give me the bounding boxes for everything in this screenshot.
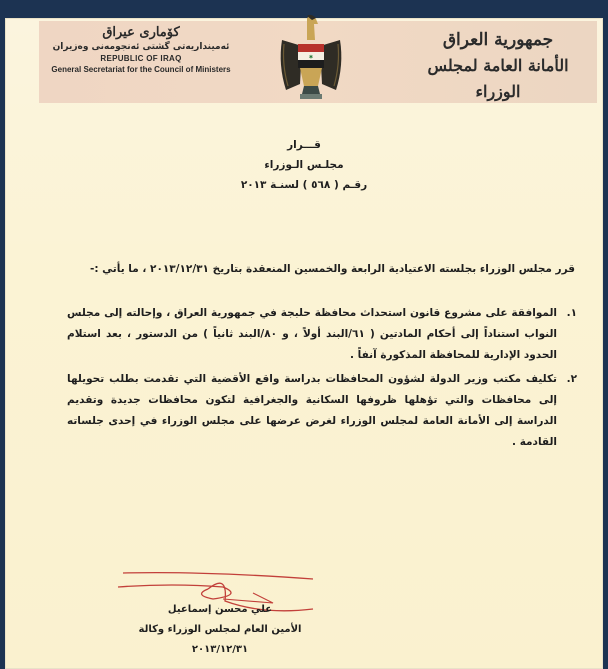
document-page [5, 18, 603, 669]
arabic-secretariat-name: الأمانة العامة لمجلس الوزراء [427, 56, 569, 101]
decision-item [67, 369, 577, 453]
signature-date: ٢٠١٣/١٢/٣١ [191, 644, 249, 655]
decision-heading: قـــرار [287, 139, 321, 151]
svg-text:✱: ✱ [308, 54, 314, 61]
signature-block [115, 600, 325, 660]
signatory-name: علي محسن إسماعيل [167, 604, 273, 615]
decision-title-block [5, 135, 603, 195]
english-secretariat-name: General Secretariat for the Council of Ministers [51, 65, 231, 74]
decision-number: رقـم ( ٥٦٨ ) لسنـة ٢٠١٣ [240, 179, 368, 191]
arabic-country-name: جمهورية العراق [442, 30, 554, 50]
kurdish-country-name: كۆماری عیراق [102, 25, 180, 40]
item-number: ٢. [566, 373, 577, 385]
signatory-title: الأمين العام لمجلس الوزراء وكالة [138, 624, 302, 635]
decision-intro: قرر مجلس الوزراء بجلسته الاعتيادية الرابعة والخمسين المنعقدة بتاريخ ٢٠١٣/١٢/٣١ ، ما يأتي :- [89, 263, 575, 275]
decision-items [67, 303, 577, 456]
item-number: ١. [566, 307, 577, 319]
decision-item [67, 303, 577, 366]
kurdish-secretariat-name: ئەمینداریەتی گشتی ئەنجومەنی وەزیران [52, 42, 230, 52]
english-country-name: REPUBLIC OF IRAQ [100, 54, 182, 63]
letterhead-left [51, 25, 231, 75]
decision-issuer: مجلـس الـوزراء [264, 159, 344, 171]
letterhead-right [413, 27, 583, 105]
item-text: تكليف مكتب وزير الدولة لشؤون المحافظات بدراسة واقع الأقضية التي تقدمت بطلب تحويلها إلى محافظات والتي تؤهلها ظروفها السكانية والجغرافية لتكون محافظات جديدة وتقديم الدراسة إلى الأمانة العامة لمجلس الوزراء لغرض عرضها على مجلس الوزراء في إحدى جلساته القادمة . [67, 373, 557, 448]
item-text: الموافقة على مشروع قانون استحداث محافظة حلبجة في جمهورية العراق ، وإحالته إلى مجلس النواب استناداً إلى أحكام المادتين ( ٦١/البند أولاً ، و ٨٠/البند ثانياً ) من الدستور ، بعد استلام الحدود الإدارية للمحافظة المذكورة آنفاً . [67, 307, 557, 361]
iraq-eagle-emblem-icon [274, 10, 348, 105]
